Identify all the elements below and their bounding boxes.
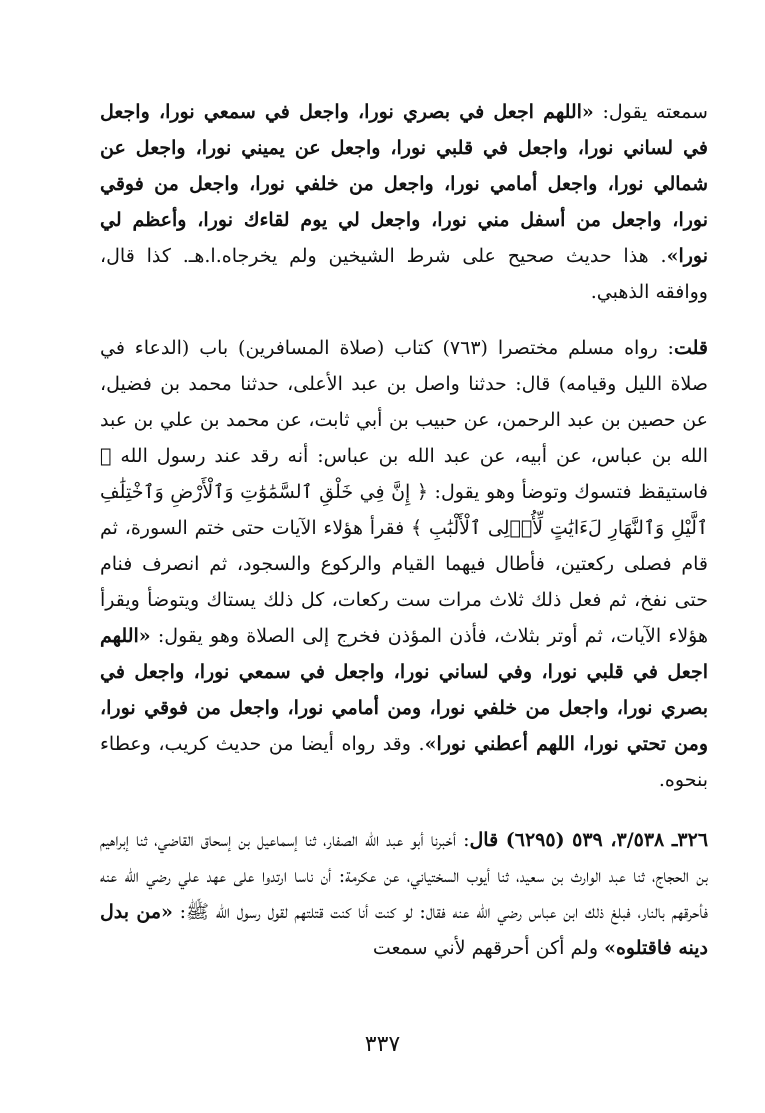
text-segment: ولم أكن أحرقهم لأني سمعت [372,937,605,959]
paragraph-commentary [100,330,708,798]
text-segment: سمعته يقول: [593,101,708,123]
paragraph-hadith-326 [100,822,708,966]
hadith-number-reference: ٣٢٦ـ ٣/٥٣٨، ٥٣٩ (٦٢٩٥) قال [469,829,709,851]
page-number: ٣٣٧ [364,1032,401,1057]
text-segment: . هذا حديث صحيح على شرط الشيخين ولم يخرجاه.ا.هـ. كذا قال، ووافقه الذهبي. [100,245,708,303]
prophetic-supplication: «اللهم اجعل في قلبي نورا، وفي لساني نورا، واجعل في سمعي نورا، واجعل في بصري نورا، واجعل من خلفي نورا، ومن أمامي نورا، واجعل من فوقي نورا، ومن تحتي نورا، اللهم أعطني نورا» [100,625,708,755]
commentary-lead-word: قلت [673,337,708,359]
text-segment: : أخبرنا أبو عبد الله الصفار، ثنا إسماعيل بن إسحاق القاضي، ثنا إبراهيم بن الحجاج، ثنا عبد الوارث بن سعيد، ثنا أيوب السختياني، عن عكرمة: أن ناسا ارتدوا على عهد علي رضي الله عنه فأحرقهم بالنار، فبلغ ذلك ابن عباس رضي الله عنه فقال: لو كنت أنا كنت قتلتهم لقول رسول الله ﷺ: [100,829,708,923]
text-segment: : رواه مسلم مختصرا (٧٦٣) كتاب (صلاة المسافرين) باب (الدعاء في صلاة الليل وقيامه) قال: حدثنا واصل بن عبد الأعلى، حدثنا محمد بن فضيل، عن حصين بن عبد الرحمن، عن حبيب بن أبي ثابت، عن محمد بن علي بن عبد الله بن عباس، عن أبيه، عن عبد الله بن عباس: أنه رقد عند رسول الله ﷺ فاستيقظ فتسوك وتوضأ وهو يقول: ﴿ إِنَّ فِي خَلْقِ ٱلسَّمَٰوَٰتِ وَٱلْأَرْضِ وَٱخْتِلَٰفِ ٱلَّيْلِ وَٱلنَّهَارِ لَءَايَٰتٍ لِّأُو۟لِى ٱلْأَلْبَٰبِ ﴾ فقرأ هؤلاء الآيات حتى ختم السورة، ثم قام فصلى ركعتين، فأطال فيهما القيام والركوع والسجود، ثم انصرف فنام حتى نفخ، ثم فعل ذلك ثلاث مرات ست ركعات، كل ذلك يستاك ويتوضأ ويقرأ هؤلاء الآيات، ثم أوتر بثلاث، فأذن المؤذن فخرج إلى الصلاة وهو يقول: [100,337,708,647]
prophetic-saying: «من بدل دينه فاقتلوه» [100,901,708,959]
text-segment: . وقد رواه أيضا من حديث كريب، وعطاء بنحوه. [100,733,708,791]
paragraph-hadith-text [100,94,708,310]
prophetic-supplication: «اللهم اجعل في بصري نورا، واجعل في سمعي نورا، واجعل في لساني نورا، واجعل في قلبي نورا، واجعل عن يميني نورا، واجعل عن شمالي نورا، واجعل أمامي نورا، واجعل من خلفي نورا، واجعل من فوقي نورا، واجعل من أسفل مني نورا، واجعل لي يوم لقاءك نورا، وأعظم لي نورا» [100,101,708,267]
